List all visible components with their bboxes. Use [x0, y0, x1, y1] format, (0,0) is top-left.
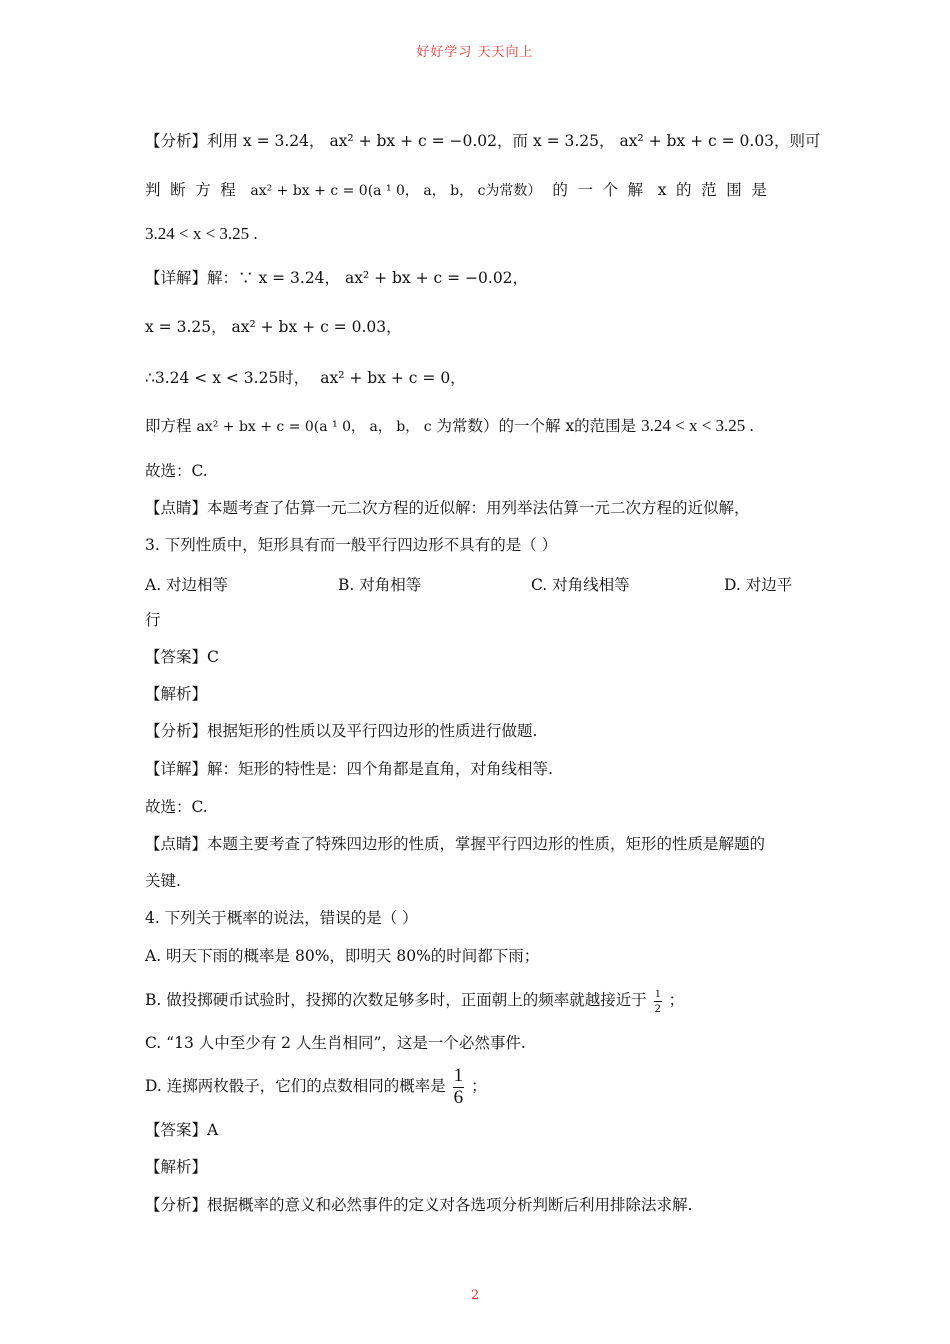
q3-detail: 【详解】解：矩形的特性是：四个角都是直角，对角线相等. [145, 760, 553, 778]
fraction-numerator: 1 [453, 1064, 464, 1086]
q3-solution-heading: 【解析】 [145, 685, 208, 703]
q3-answer: 【答案】C [145, 648, 219, 666]
analysis-line-1 [145, 131, 821, 151]
analysis-line-2 [145, 180, 776, 201]
q3-option-b: B. 对角相等 [338, 576, 422, 594]
q3-analysis: 【分析】根据矩形的性质以及平行四边形的性质进行做题. [145, 722, 538, 740]
q4-answer: 【答案】A [145, 1121, 219, 1139]
q4-option-c: C. “13 人中至少有 2 人生肖相同”，这是一个必然事件. [145, 1034, 526, 1052]
fraction-denominator: 2 [654, 1000, 661, 1015]
fraction-denominator: 6 [453, 1086, 464, 1108]
analysis-text-d: x的范围是 [657, 181, 777, 199]
analysis-text-a: 判断方程 [145, 181, 246, 199]
question-4: 4. 下列关于概率的说法，错误的是（ ） [145, 909, 418, 927]
fraction-numerator: 1 [654, 986, 661, 1001]
detail-equation: x = 3.24， ax² + bx + c = −0.02， [258, 269, 529, 287]
q4-option-b-end: ； [668, 991, 685, 1009]
q3-choice: 故选：C. [145, 798, 208, 816]
analysis-text: 【分析】利用 x = 3.24， ax² + bx + c = −0.02，而 x = 3.25， ax² + bx + c = 0.03，则可 [145, 132, 821, 150]
detail-text-d: x的范围是 [565, 417, 637, 435]
detail-line-4 [145, 416, 754, 437]
detail-condition: ∴3.24 < x < 3.25时， [145, 369, 310, 387]
comment-line: 【点睛】本题考查了估算一元二次方程的近似解：用列举法估算一元二次方程的近似解， [145, 499, 750, 517]
q3-comment-continued: 关键. [145, 872, 181, 890]
detail-range: 3.24 < x < 3.25 . [641, 416, 754, 435]
fraction-one-half [654, 987, 662, 1014]
q4-option-b [145, 985, 684, 1015]
question-3: 3. 下列性质中，矩形具有而一般平行四边形不具有的是（ ） [145, 536, 558, 554]
q4-option-d-text: D. 连掷两枚骰子，它们的点数相同的概率是 [145, 1077, 446, 1095]
detail-equation-inline: ax² + bx + c = 0(a ¹ 0， a， b， c [196, 419, 432, 435]
q3-option-a: A. 对边相等 [145, 576, 229, 594]
range-result: 3.24 < x < 3.25 . [145, 224, 258, 243]
q4-option-b-text: B. 做投掷硬币试验时，投掷的次数足够多时，正面朝上的频率就越接近于 [145, 991, 647, 1009]
page-number: 2 [470, 1288, 480, 1303]
detail-text-c: 为常数）的一个解 [436, 417, 561, 435]
q3-option-d: D. 对边平 [724, 576, 793, 594]
q3-comment: 【点睛】本题主要考查了特殊四边形的性质，掌握平行四边形的性质，矩形的性质是解题的 [145, 835, 766, 853]
page-header: 好好学习 天天向上 [416, 45, 534, 60]
q4-option-a: A. 明天下雨的概率是 80%，即明天 80%的时间都下雨； [145, 947, 540, 965]
detail-line-2: x = 3.25， ax² + bx + c = 0.03， [145, 318, 402, 336]
detail-line-3 [145, 368, 466, 388]
choice-line: 故选：C. [145, 462, 208, 480]
equation-inline: ax² + bx + c = 0(a ¹ 0， a， b， c为常数） [250, 183, 542, 199]
detail-text-a: 即方程 [145, 417, 192, 435]
q4-analysis: 【分析】根据概率的意义和必然事件的定义对各选项分析判断后利用排除法求解. [145, 1196, 693, 1214]
q3-option-d-continued: 行 [145, 611, 161, 629]
q3-option-c: C. 对角线相等 [531, 576, 630, 594]
q4-option-d [145, 1063, 487, 1109]
detail-label: 【详解】解：∵ [145, 269, 254, 287]
analysis-text-c: 的一个解 [552, 181, 653, 199]
q4-option-d-end: ； [471, 1077, 487, 1095]
q4-solution-heading: 【解析】 [145, 1158, 208, 1176]
fraction-one-sixth [453, 1066, 465, 1109]
detail-equation-zero: ax² + bx + c = 0， [320, 369, 466, 387]
detail-line-1 [145, 268, 528, 288]
